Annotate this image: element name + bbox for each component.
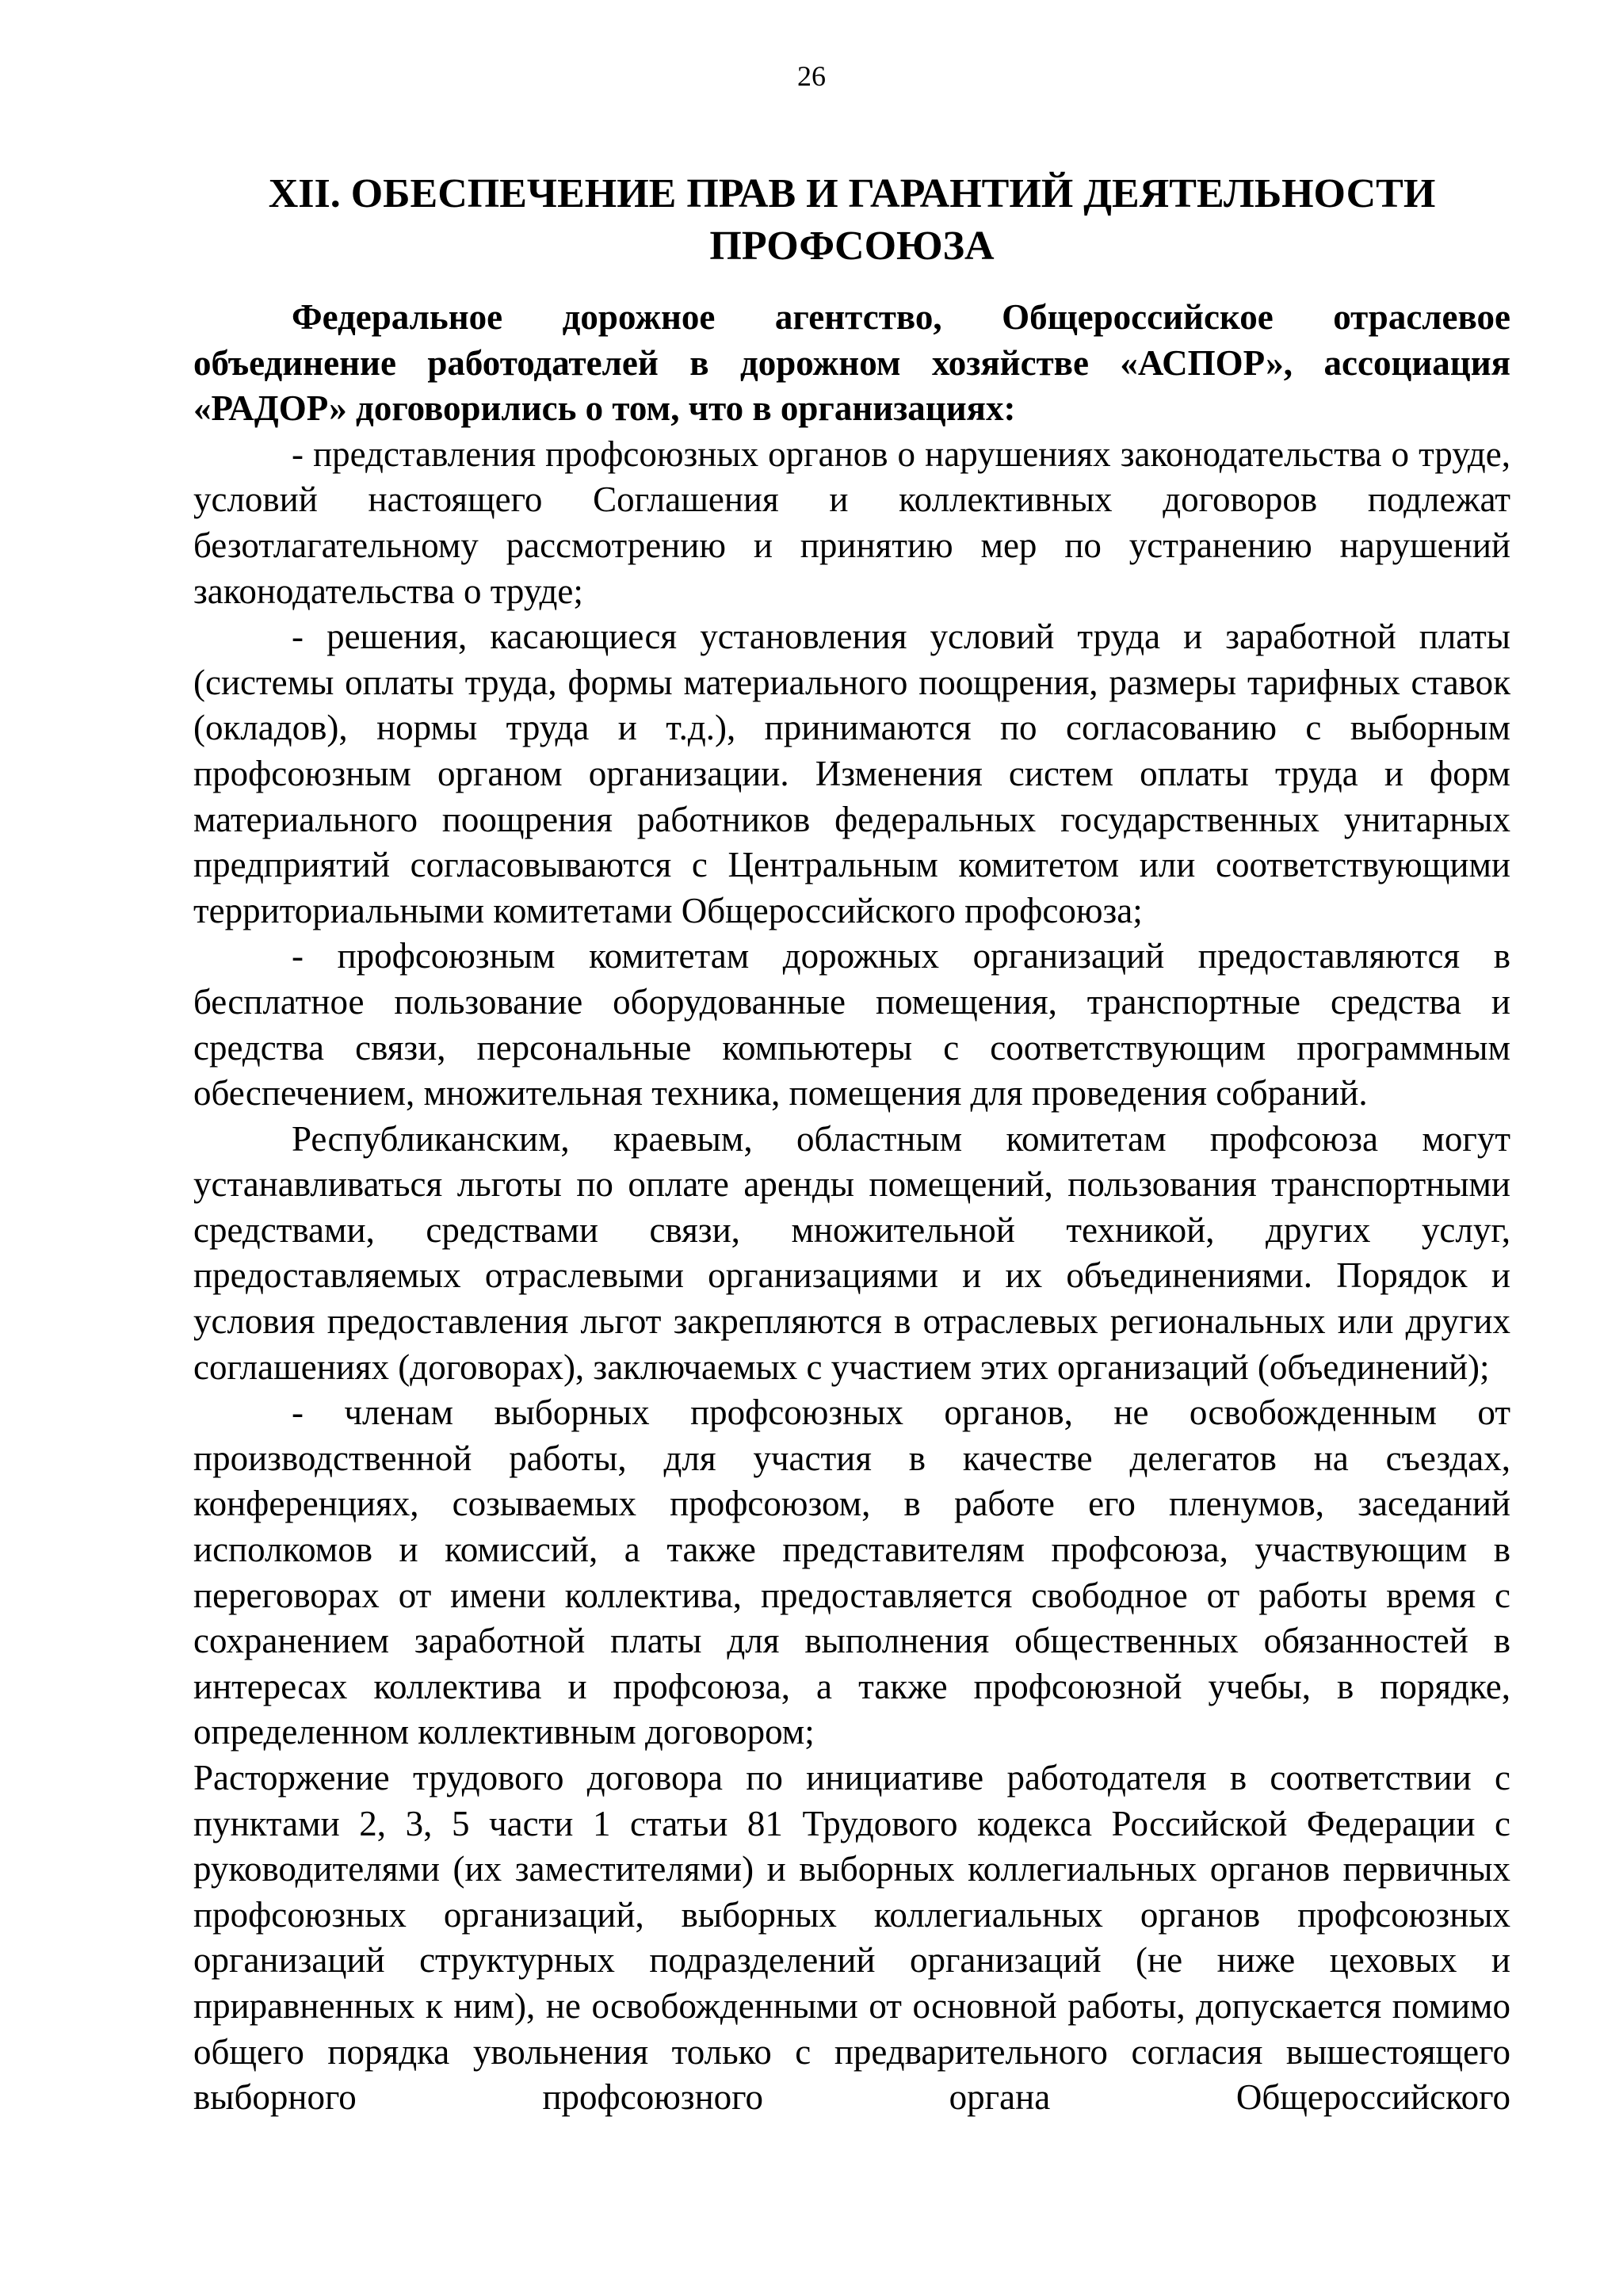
page-number: 26 (797, 60, 826, 92)
paragraph-representations: - представления профсоюзных органов о нарушениях законодательства о труде, условий настоящего Соглашения и коллективных договоров подлежат безотлагательному рассмотрению и принятию мер по устранению нарушений законодательства о труде; (193, 434, 1510, 611)
paragraph-free-time: - членам выборных профсоюзных органов, не освобожденным от производственной работы, для участия в качестве делегатов на съездах, конференциях, созываемых профсоюзом, в работе его пленумов, заседаний исполкомов и комиссий, а также представителям профсоюза, участвующим в переговорах от имени коллектива, предоставляется свободное от работы время с сохранением заработной платы для выполнения общественных обязанностей в интересах коллектива и профсоюза, а также профсоюзной учебы, в порядке, определенном коллективным договором; (193, 1392, 1510, 1752)
paragraph-regional-benefits: Республиканским, краевым, областным комитетам профсоюза могут устанавливаться льготы по оплате аренды помещений, пользования транспортными средствами, средствами связи, множительной техникой, других услуг, предоставляемых отраслевыми организациями и их объединениями. Порядок и условия предоставления льгот закрепляются в отраслевых региональных или других соглашениях (договорах), заключаемых с участием этих организаций (объединений); (193, 1118, 1510, 1387)
document-body (193, 295, 1510, 2121)
paragraph-wage-decisions: - решения, касающиеся установления условий труда и заработной платы (системы оплаты труда, формы материального поощрения, размеры тарифных ставок (окладов), нормы труда и т.д.), принимаются по согласованию с выборным профсоюзным органом организации. Изменения систем оплаты труда и форм материального поощрения работников федеральных государственных унитарных предприятий согласовываются с Центральным комитетом или соответствующими территориальными комитетами Общероссийского профсоюза; (193, 617, 1510, 930)
paragraph-free-premises: - профсоюзным комитетам дорожных организаций предоставляются в бесплатное пользование оборудованные помещения, транспортные средства и средства связи, персональные компьютеры с соответствующим программным обеспечением, множительная техника, помещения для проведения собраний. (193, 936, 1510, 1114)
paragraph-termination: Расторжение трудового договора по инициативе работодателя в соответствии с пунктами 2, 3, 5 части 1 статьи 81 Трудового кодекса Российской Федерации с руководителями (их заместителями) и выборных коллегиальных органов первичных профсоюзных организаций, выборных коллегиальных органов профсоюзных организаций структурных подразделений организаций (не ниже цеховых и приравненных к ним), не освобожденными от основной работы, допускается помимо общего порядка увольнения только с предварительного согласия вышестоящего выборного профсоюзного органа Общероссийского (193, 1758, 1510, 2118)
intro-paragraph: Федеральное дорожное агентство, Общероссийское отраслевое объединение работодателей в дорожном хозяйстве «АСПОР», ассоциация «РАДОР» договорились о том, что в организациях: (193, 297, 1510, 429)
section-title: XII. ОБЕСПЕЧЕНИЕ ПРАВ И ГАРАНТИЙ ДЕЯТЕЛЬНОСТИ ПРОФСОЮЗА (268, 171, 1436, 269)
